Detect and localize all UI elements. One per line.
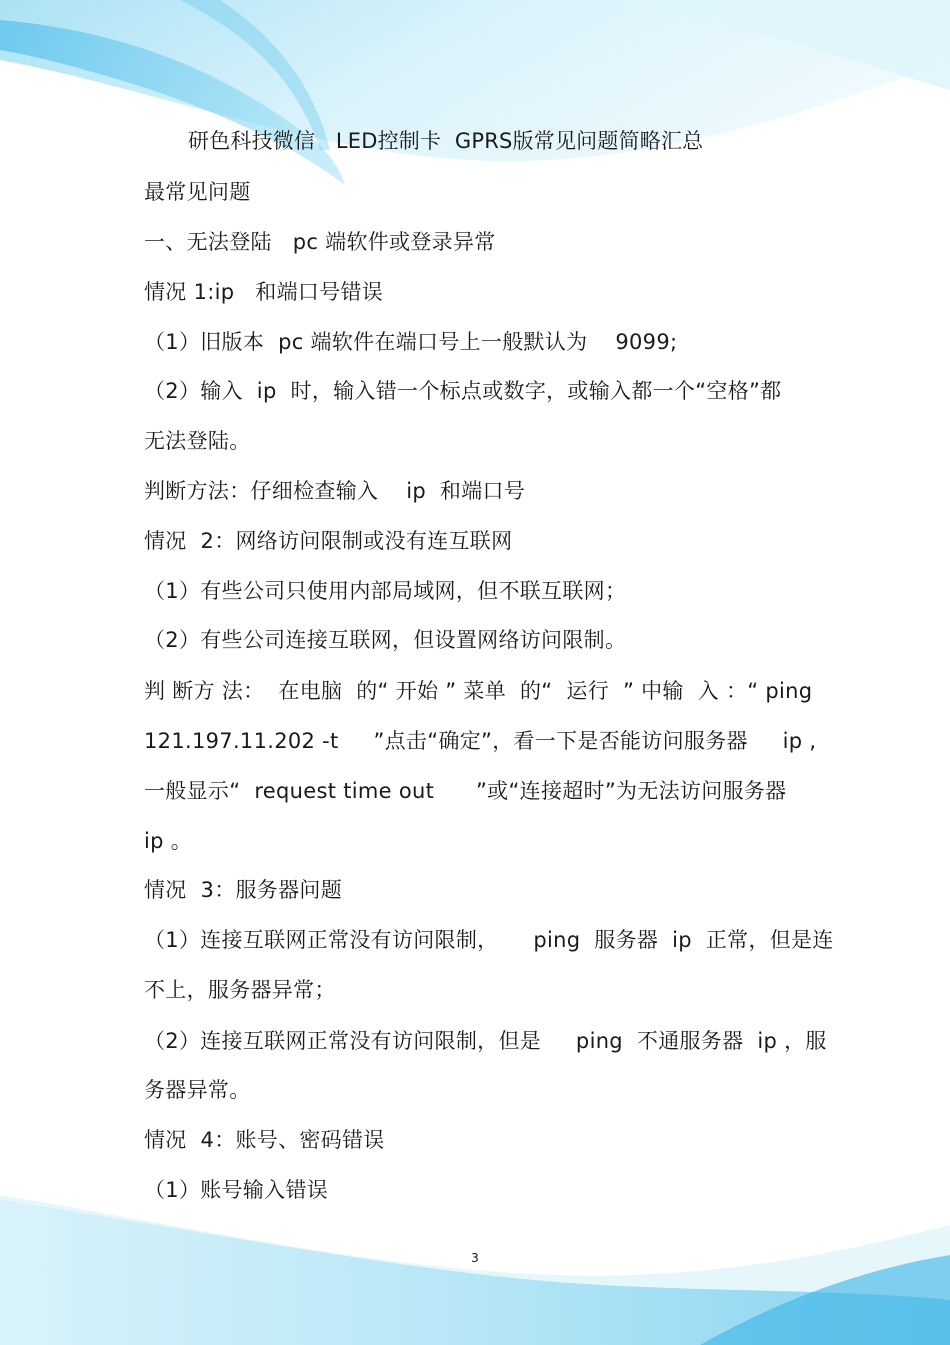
case-1-heading: 情况 1:ip 和端口号错误	[144, 280, 384, 304]
paragraph-line: （2）输入 ip 时，输入错一个标点或数字，或输入都一个“空格”都	[144, 379, 782, 403]
paragraph-line: 务器异常。	[144, 1078, 251, 1102]
case-3-heading: 情况 3：服务器问题	[144, 878, 343, 902]
paragraph-line: 无法登陆。	[144, 429, 251, 453]
case-2-heading: 情况 2：网络访问限制或没有连互联网	[144, 529, 513, 553]
paragraph-line: 判 断方 法： 在电脑 的“ 开始 ” 菜单 的“ 运行 ” 中输 入 ：“ ping	[144, 679, 813, 703]
paragraph-line: （2）有些公司连接互联网，但设置网络访问限制。	[144, 628, 627, 652]
paragraph-line: 一般显示“ request time out ”或“连接超时”为无法访问服务器	[144, 779, 787, 803]
paragraph-line: （1）连接互联网正常没有访问限制， ping 服务器 ip 正常，但是连	[144, 928, 834, 952]
paragraph-line: （1）有些公司只使用内部局域网，但不联互联网；	[144, 579, 627, 603]
paragraph-line: （1）账号输入错误	[144, 1178, 329, 1202]
document-title: 研色科技微信 LED控制卡 GPRS版常见问题简略汇总	[188, 129, 704, 153]
paragraph-line: （1）旧版本 pc 端软件在端口号上一般默认为 9099;	[144, 330, 678, 354]
page-number: 3	[471, 1251, 479, 1265]
paragraph-line: 判断方法：仔细检查输入 ip 和端口号	[144, 479, 526, 503]
section-heading-1: 一、无法登陆 pc 端软件或登录异常	[144, 230, 496, 254]
paragraph-line: 121.197.11.202 -t ”点击“确定”，看一下是否能访问服务器 ip ,	[144, 729, 817, 753]
paragraph-line: ip 。	[144, 829, 193, 853]
paragraph-line: （2）连接互联网正常没有访问限制，但是 ping 不通服务器 ip ，服	[144, 1029, 827, 1053]
heading-most-common: 最常见问题	[144, 180, 251, 204]
paragraph-line: 不上，服务器异常；	[144, 978, 336, 1002]
case-4-heading: 情况 4：账号、密码错误	[144, 1128, 385, 1152]
